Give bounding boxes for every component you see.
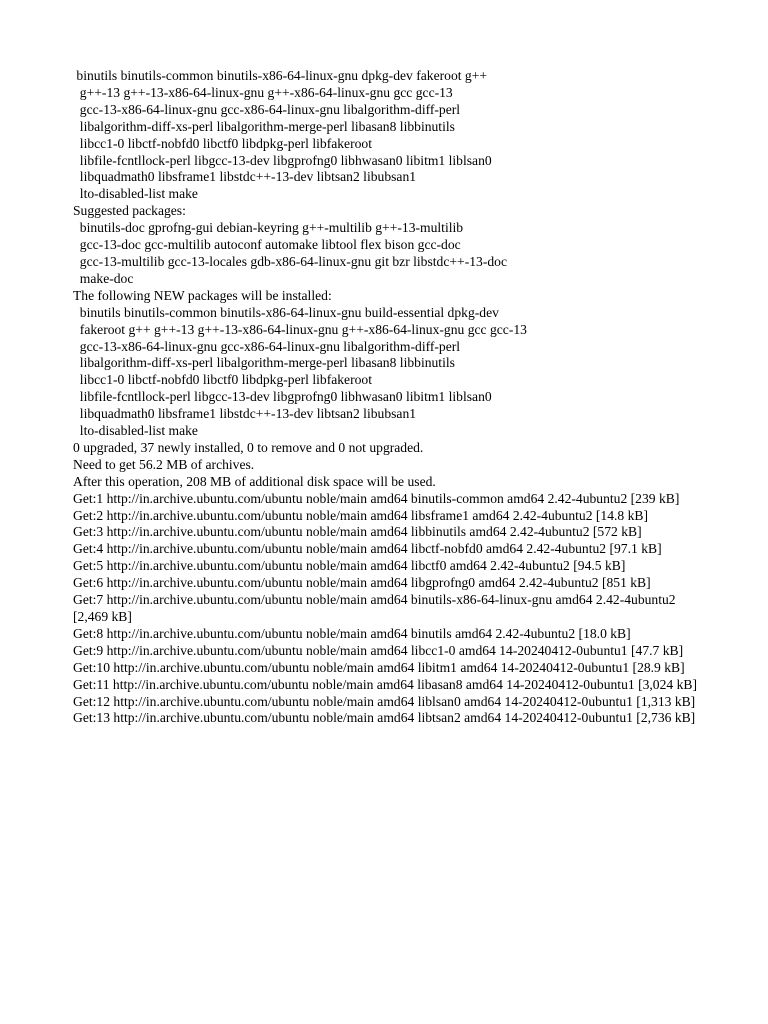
- package-list-line: libcc1-0 libctf-nobfd0 libctf0 libdpkg-perl libfakeroot: [73, 135, 372, 151]
- package-list-line: libalgorithm-diff-xs-perl libalgorithm-merge-perl libasan8 libbinutils: [73, 118, 455, 134]
- download-line: Get:13 http://in.archive.ubuntu.com/ubuntu noble/main amd64 libtsan2 amd64 14-20240412-0ubuntu1 [2,736 kB]: [73, 710, 696, 726]
- archive-size: Need to get 56.2 MB of archives.: [73, 456, 255, 472]
- package-list-line: binutils binutils-common binutils-x86-64-linux-gnu dpkg-dev fakeroot g++: [73, 68, 488, 83]
- section-heading-suggested: Suggested packages:: [73, 203, 186, 219]
- suggested-package-line: binutils-doc gprofng-gui debian-keyring g++-multilib g++-13-multilib: [73, 220, 464, 236]
- package-list-line: lto-disabled-list make: [73, 186, 198, 202]
- new-package-line: fakeroot g++ g++-13 g++-13-x86-64-linux-gnu g++-x86-64-linux-gnu gcc gcc-13: [73, 321, 527, 337]
- new-package-line: libalgorithm-diff-xs-perl libalgorithm-merge-perl libasan8 libbinutils: [73, 355, 455, 371]
- new-package-line: lto-disabled-list make: [73, 423, 198, 439]
- disk-space-note: After this operation, 208 MB of additional disk space will be used.: [73, 473, 436, 489]
- download-line: Get:9 http://in.archive.ubuntu.com/ubuntu noble/main amd64 libcc1-0 amd64 14-20240412-0ubuntu1 [47.7 kB]: [73, 642, 684, 658]
- new-package-line: binutils binutils-common binutils-x86-64-linux-gnu build-essential dpkg-dev: [73, 304, 499, 320]
- download-line: Get:2 http://in.archive.ubuntu.com/ubuntu noble/main amd64 libsframe1 amd64 2.42-4ubuntu2 [14.8 kB]: [73, 507, 648, 523]
- new-package-line: gcc-13-x86-64-linux-gnu gcc-x86-64-linux-gnu libalgorithm-diff-perl: [73, 338, 461, 354]
- download-line: Get:7 http://in.archive.ubuntu.com/ubuntu noble/main amd64 binutils-x86-64-linux-gnu amd64 2.42-4ubuntu2 [2,469 kB]: [73, 592, 679, 624]
- download-line: Get:6 http://in.archive.ubuntu.com/ubuntu noble/main amd64 libgprofng0 amd64 2.42-4ubuntu2 [851 kB]: [73, 575, 651, 591]
- terminal-output: [73, 68, 713, 727]
- new-package-line: libcc1-0 libctf-nobfd0 libctf0 libdpkg-perl libfakeroot: [73, 372, 372, 388]
- new-package-line: libfile-fcntllock-perl libgcc-13-dev libgprofng0 libhwasan0 libitm1 liblsan0: [73, 389, 492, 405]
- suggested-package-line: make-doc: [73, 270, 134, 286]
- download-line: Get:5 http://in.archive.ubuntu.com/ubuntu noble/main amd64 libctf0 amd64 2.42-4ubuntu2 [94.5 kB]: [73, 558, 626, 574]
- upgrade-summary: 0 upgraded, 37 newly installed, 0 to remove and 0 not upgraded.: [73, 439, 424, 455]
- suggested-package-line: gcc-13-multilib gcc-13-locales gdb-x86-64-linux-gnu git bzr libstdc++-13-doc: [73, 253, 507, 269]
- section-heading-new-packages: The following NEW packages will be installed:: [73, 287, 332, 303]
- suggested-package-line: gcc-13-doc gcc-multilib autoconf automake libtool flex bison gcc-doc: [73, 237, 461, 253]
- download-line: Get:3 http://in.archive.ubuntu.com/ubuntu noble/main amd64 libbinutils amd64 2.42-4ubuntu2 [572 kB]: [73, 524, 642, 540]
- package-list-line: gcc-13-x86-64-linux-gnu gcc-x86-64-linux-gnu libalgorithm-diff-perl: [73, 101, 461, 117]
- new-package-line: libquadmath0 libsframe1 libstdc++-13-dev libtsan2 libubsan1: [73, 406, 417, 422]
- package-list-line: g++-13 g++-13-x86-64-linux-gnu g++-x86-64-linux-gnu gcc gcc-13: [73, 84, 453, 100]
- download-line: Get:8 http://in.archive.ubuntu.com/ubuntu noble/main amd64 binutils amd64 2.42-4ubuntu2 [18.0 kB]: [73, 625, 631, 641]
- package-list-line: libfile-fcntllock-perl libgcc-13-dev libgprofng0 libhwasan0 libitm1 liblsan0: [73, 152, 492, 168]
- download-line: Get:12 http://in.archive.ubuntu.com/ubuntu noble/main amd64 liblsan0 amd64 14-20240412-0ubuntu1 [1,313 kB]: [73, 693, 696, 709]
- download-line: Get:1 http://in.archive.ubuntu.com/ubuntu noble/main amd64 binutils-common amd64 2.42-4ubuntu2 [239 kB]: [73, 490, 680, 506]
- download-line: Get:4 http://in.archive.ubuntu.com/ubuntu noble/main amd64 libctf-nobfd0 amd64 2.42-4ubuntu2 [97.1 kB]: [73, 541, 662, 557]
- download-line: Get:11 http://in.archive.ubuntu.com/ubuntu noble/main amd64 libasan8 amd64 14-20240412-0ubuntu1 [3,024 kB]: [73, 676, 697, 692]
- package-list-line: libquadmath0 libsframe1 libstdc++-13-dev libtsan2 libubsan1: [73, 169, 417, 185]
- download-line: Get:10 http://in.archive.ubuntu.com/ubuntu noble/main amd64 libitm1 amd64 14-20240412-0ubuntu1 [28.9 kB]: [73, 659, 685, 675]
